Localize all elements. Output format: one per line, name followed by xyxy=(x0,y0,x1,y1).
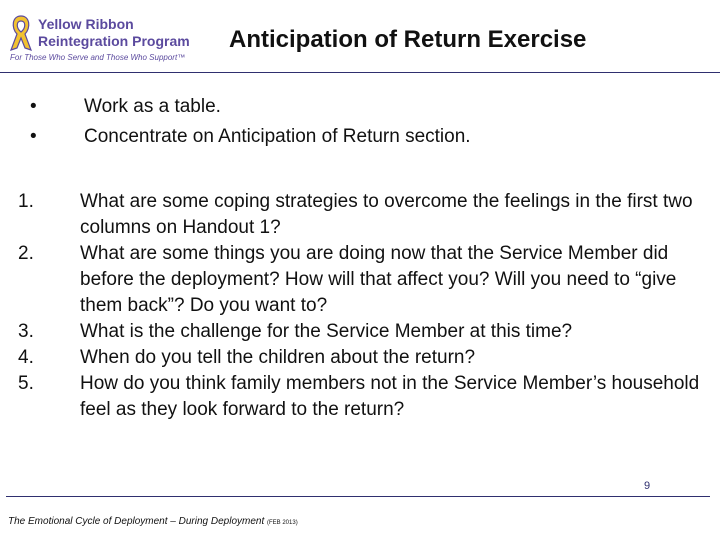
instruction-text: Work as a table. xyxy=(84,96,221,117)
footer-date-code: (FEB 2013) xyxy=(267,520,298,526)
question-number: 3. xyxy=(18,321,34,342)
bullet-marker: • xyxy=(30,126,37,147)
instruction-text: Concentrate on Anticipation of Return section. xyxy=(84,126,471,147)
question-item xyxy=(18,189,708,241)
question-text: How do you think family members not in the Service Member’s household feel as they look forward to the return? xyxy=(80,373,700,420)
question-item xyxy=(18,241,708,319)
question-text: What are some coping strategies to overcome the feelings in the first two columns on Handout 1? xyxy=(80,191,693,238)
question-text: What is the challenge for the Service Member at this time? xyxy=(80,321,573,342)
question-text: What are some things you are doing now that the Service Member did before the deployment? How will that affect you? Will you need to “give them back”? Do you want to? xyxy=(80,243,677,316)
instruction-item xyxy=(30,122,690,152)
question-text: When do you tell the children about the return? xyxy=(80,347,476,368)
question-number: 2. xyxy=(18,243,34,264)
instruction-list xyxy=(30,92,690,152)
question-item xyxy=(18,345,708,371)
question-list xyxy=(18,189,708,423)
title-divider xyxy=(0,72,720,73)
question-item xyxy=(18,319,708,345)
logo-title-line1: Yellow Ribbon xyxy=(38,16,134,32)
logo-title-line2: Reintegration Program xyxy=(38,33,190,49)
question-number: 4. xyxy=(18,347,34,368)
footer-text: The Emotional Cycle of Deployment – During Deployment xyxy=(8,516,265,527)
footer-divider xyxy=(6,496,710,497)
question-number: 5. xyxy=(18,373,34,394)
slide-title: Anticipation of Return Exercise xyxy=(229,26,587,53)
page-number: 9 xyxy=(644,480,651,492)
program-logo xyxy=(8,12,190,68)
question-number: 1. xyxy=(18,191,34,212)
yellow-ribbon-icon xyxy=(8,14,34,52)
footer-caption xyxy=(8,516,298,527)
bullet-marker: • xyxy=(30,96,37,117)
logo-tagline: For Those Who Serve and Those Who Support™ xyxy=(10,53,186,62)
question-item xyxy=(18,371,708,423)
instruction-item xyxy=(30,92,690,122)
